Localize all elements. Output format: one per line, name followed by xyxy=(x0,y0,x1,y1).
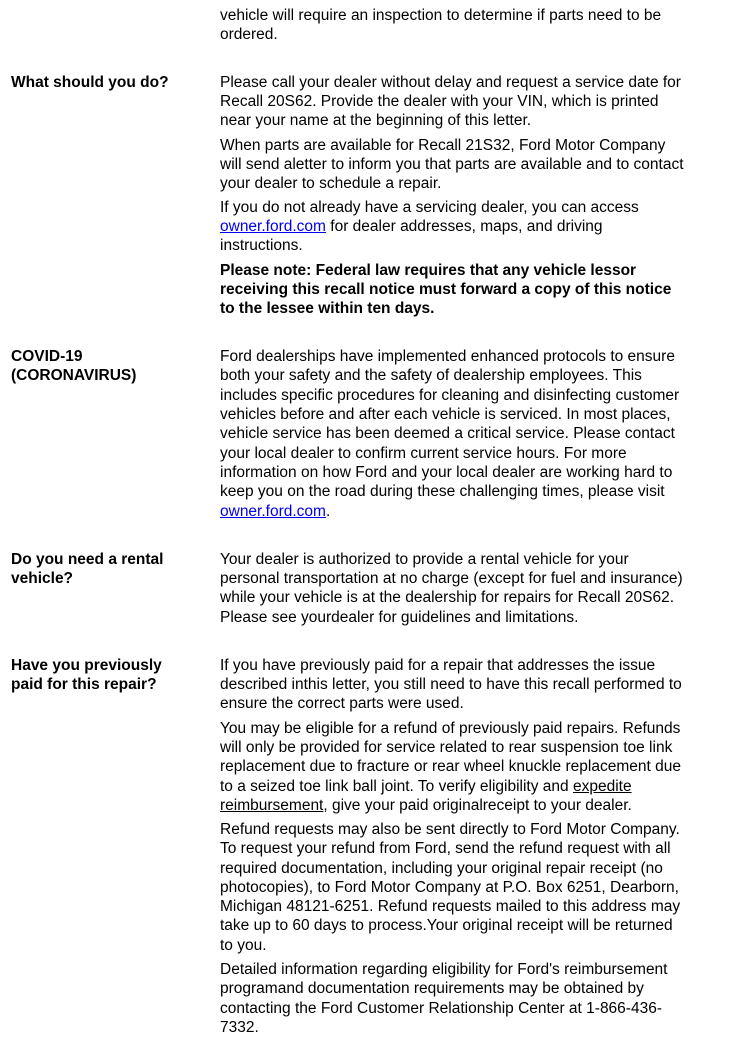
previously-paid-label: Have you previously xyxy=(11,657,162,674)
paid-line: required documentation, including your original repair receipt (no xyxy=(220,860,663,877)
link-suffix-text: for dealer addresses, maps, and driving xyxy=(325,218,603,235)
link-suffix-text: . xyxy=(325,503,331,520)
paid-line: You may be eligible for a refund of previously paid repairs. Refunds xyxy=(220,720,681,737)
what-to-do-line xyxy=(220,217,603,236)
covid-line: your local dealer to confirm current service hours. For more xyxy=(220,445,627,462)
paid-line: will only be provided for service related to rear suspension toe link xyxy=(220,739,673,756)
covid-line: information on how Ford and your local dealer are working hard to xyxy=(220,464,673,481)
what-to-do-line: Please call your dealer without delay and request a service date for xyxy=(220,74,681,91)
what-to-do-line: instructions. xyxy=(220,237,303,254)
expedite-reimbursement-text: expedite xyxy=(572,778,632,795)
paid-text: to a seized toe link ball joint. To verify eligibility and xyxy=(220,778,573,795)
rental-line: Please see yourdealer for guidelines and limitations. xyxy=(220,609,579,626)
what-to-do-line: Recall 20S62. Provide the dealer with your VIN, which is printed xyxy=(220,93,659,110)
paid-line: To request your refund from Ford, send the refund request with all xyxy=(220,840,671,857)
paid-line: ensure the correct parts were used. xyxy=(220,695,464,712)
covid-line: both your safety and the safety of dealership employees. This xyxy=(220,367,642,384)
intro-line: vehicle will require an inspection to determine if parts need to be xyxy=(220,7,662,24)
paid-line: contacting the Ford Customer Relationship Center at 1-866-436- xyxy=(220,1000,662,1017)
owner-ford-link[interactable]: owner.ford.com xyxy=(220,218,326,235)
paid-line: If you have previously paid for a repair that addresses the issue xyxy=(220,657,656,674)
paid-line: Refund requests may also be sent directly to Ford Motor Company. xyxy=(220,821,680,838)
covid-line: includes specific procedures for cleaning and disinfecting customer xyxy=(220,387,680,404)
paid-line xyxy=(220,796,632,815)
paid-line xyxy=(220,777,632,796)
covid-label: (CORONAVIRUS) xyxy=(11,367,137,384)
paid-text: , give your paid originalreceipt to your dealer. xyxy=(323,797,632,814)
intro-line: ordered. xyxy=(220,26,278,43)
covid-line: vehicles before and after each vehicle is serviced. In most places, xyxy=(220,406,671,423)
lessor-note-line: Please note: Federal law requires that any vehicle lessor xyxy=(220,262,637,279)
rental-label: vehicle? xyxy=(11,570,74,587)
lessor-note-line: receiving this recall notice must forward a copy of this notice xyxy=(220,281,672,298)
what-to-do-line: When parts are available for Recall 21S32, Ford Motor Company xyxy=(220,137,666,154)
covid-label: COVID-19 xyxy=(11,348,83,365)
covid-line: Ford dealerships have implemented enhanced protocols to ensure xyxy=(220,348,675,365)
lessor-note-line: to the lessee within ten days. xyxy=(220,300,435,317)
covid-line xyxy=(220,502,330,521)
paid-line: take up to 60 days to process.Your original receipt will be returned xyxy=(220,917,673,934)
rental-line: Your dealer is authorized to provide a rental vehicle for your xyxy=(220,551,629,568)
paid-line: 7332. xyxy=(220,1019,259,1036)
paid-line: photocopies), to Ford Motor Company at P.O. Box 6251, Dearborn, xyxy=(220,879,679,896)
covid-line: keep you on the road during these challenging times, please visit xyxy=(220,483,665,500)
what-to-do-line: your dealer to schedule a repair. xyxy=(220,175,442,192)
paid-line: described inthis letter, you still need to have this recall performed to xyxy=(220,676,682,693)
what-to-do-line: If you do not already have a servicing dealer, you can access xyxy=(220,199,639,216)
previously-paid-label: paid for this repair? xyxy=(11,676,157,693)
paid-line: Michigan 48121-6251. Refund requests mailed to this address may xyxy=(220,898,681,915)
owner-ford-link[interactable]: owner.ford.com xyxy=(220,503,326,520)
what-to-do-line: near your name at the beginning of this letter. xyxy=(220,112,532,129)
paid-line: replacement due to fracture or rear wheel knuckle replacement due xyxy=(220,758,681,775)
covid-line: vehicle service has been deemed a critical service. Please contact xyxy=(220,425,675,442)
what-to-do-label: What should you do? xyxy=(11,74,169,91)
what-to-do-line: will send aletter to inform you that parts are available and to contact xyxy=(220,156,684,173)
rental-label: Do you need a rental xyxy=(11,551,164,568)
paid-line: Detailed information regarding eligibility for Ford's reimbursement xyxy=(220,961,668,978)
paid-line: to you. xyxy=(220,937,267,954)
paid-line: programand documentation requirements may be obtained by xyxy=(220,980,644,997)
rental-line: while your vehicle is at the dealership for repairs for Recall 20S62. xyxy=(220,589,675,606)
expedite-reimbursement-text: reimbursement xyxy=(220,797,324,814)
rental-line: personal transportation at no charge (except for fuel and insurance) xyxy=(220,570,683,587)
